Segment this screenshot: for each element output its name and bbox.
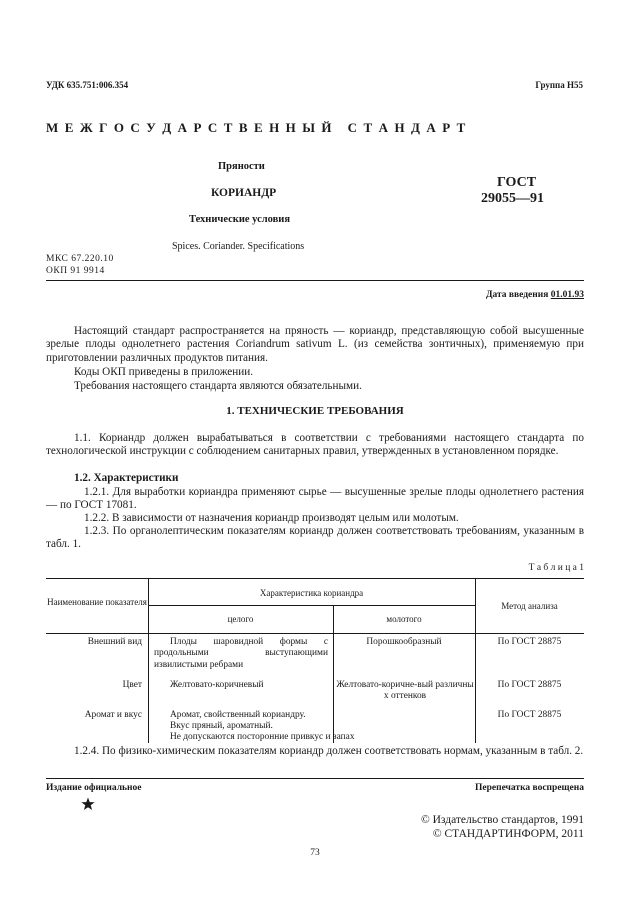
table-col-divider (148, 578, 149, 743)
row-color-whole: Желтовато-коричневый (170, 680, 264, 690)
intro-paragraph: Настоящий стандарт распространяется на пряность — кориандр, представляющую собой высушенные зрелые плоды однолетнего растения Coriandrum sativum L. (из семейства зонтичных), применяемую при приготовлении различных продуктов питания. (46, 325, 584, 364)
row-appearance-method: По ГОСТ 28875 (497, 637, 562, 647)
gost-number: 29055—91 (481, 191, 544, 206)
star-icon (81, 797, 95, 811)
header-method: Метод анализа (501, 601, 558, 611)
clause-1-2: 1.2. Характеристики (74, 472, 179, 484)
doc-category: Пряности (218, 161, 265, 172)
row-color-indicator: Цвет (122, 680, 142, 690)
row-appearance-whole: Плоды шаровидной формы с продольными выступающими извилистыми ребрами (154, 637, 328, 670)
effective-date (486, 290, 584, 300)
header-characteristic: Характеристика кориандра (259, 588, 364, 598)
official-edition: Издание официальное (46, 783, 142, 793)
doc-title: КОРИАНДР (211, 187, 277, 199)
reprint-notice: Перепечатка воспрещена (474, 783, 584, 793)
effective-date-label: Дата введения (485, 290, 549, 300)
row-aroma-line2: Вкус пряный, ароматный. (170, 721, 273, 731)
row-appearance-indicator: Внешний вид (87, 637, 142, 647)
table-top-rule (46, 578, 584, 579)
section-heading: 1. ТЕХНИЧЕСКИЕ ТРЕБОВАНИЯ (226, 405, 404, 417)
intro-okp-note: Коды ОКП приведены в приложении. (74, 366, 254, 378)
group-code: Группа Н55 (535, 80, 583, 90)
copyright-2011: © СТАНДАРТИНФОРМ, 2011 (432, 828, 584, 840)
effective-date-value: 01.01.93 (550, 290, 584, 300)
row-aroma-method: По ГОСТ 28875 (497, 710, 562, 720)
row-color-ground: Желтовато-коричне-вый различных оттенков (336, 680, 474, 702)
clause-1-1: 1.1. Кориандр должен вырабатываться в соответствии с требованиями настоящего стандарта по технологической инструкции с соблюдением санитарных правил, утвержденных в установленном порядке. (46, 432, 584, 458)
doc-subtitle: Технические условия (189, 214, 291, 225)
standard-banner: М Е Ж Г О С У Д А Р С Т В Е Н Н Ы Й С Т А Н Д А Р Т (46, 120, 467, 135)
copyright-1991: © Издательство стандартов, 1991 (420, 814, 584, 826)
table-subheader-rule (148, 605, 475, 606)
table-col-divider (333, 605, 334, 743)
header-divider (46, 280, 584, 281)
row-aroma-line1: Аромат, свойственный кориандру. (170, 710, 306, 720)
row-color-method: По ГОСТ 28875 (497, 680, 562, 690)
table-header-rule (46, 633, 584, 634)
row-aroma-indicator: Аромат и вкус (84, 710, 142, 720)
header-indicator: Наименование показателя (47, 597, 147, 607)
page-number: 73 (310, 848, 320, 858)
english-title: Spices. Coriander. Specifications (172, 241, 305, 252)
clause-1-2-1: 1.2.1. Для выработки кориандра применяют сырье — высушенные зрелые плоды однолетнего растения — по ГОСТ 17081. (46, 486, 584, 512)
okp-code: ОКП 91 9914 (46, 266, 105, 276)
gost-label: ГОСТ (497, 175, 537, 190)
header-ground: молотого (386, 614, 422, 624)
mks-code: МКС 67.220.10 (46, 254, 114, 264)
row-appearance-ground: Порошкообразный (366, 637, 442, 647)
clause-1-2-3: 1.2.3. По органолептическим показателям кориандр должен соответствовать требованиям, указанным в табл. 1. (46, 525, 584, 551)
table-caption: Т а б л и ц а 1 (528, 563, 584, 573)
footer-divider (46, 778, 584, 779)
intro-mandatory-note: Требования настоящего стандарта являются обязательными. (74, 380, 362, 392)
clause-1-2-4: 1.2.4. По физико-химическим показателям кориандр должен соответствовать нормам, указанным в табл. 2. (74, 745, 584, 757)
header-whole: целого (227, 614, 254, 624)
udk-code: УДК 635.751:006.354 (46, 80, 129, 90)
row-aroma-line3: Не допускаются посторонние привкус и запах (170, 732, 355, 742)
clause-1-2-2: 1.2.2. В зависимости от назначения кориандр производят целым или молотым. (84, 512, 459, 524)
